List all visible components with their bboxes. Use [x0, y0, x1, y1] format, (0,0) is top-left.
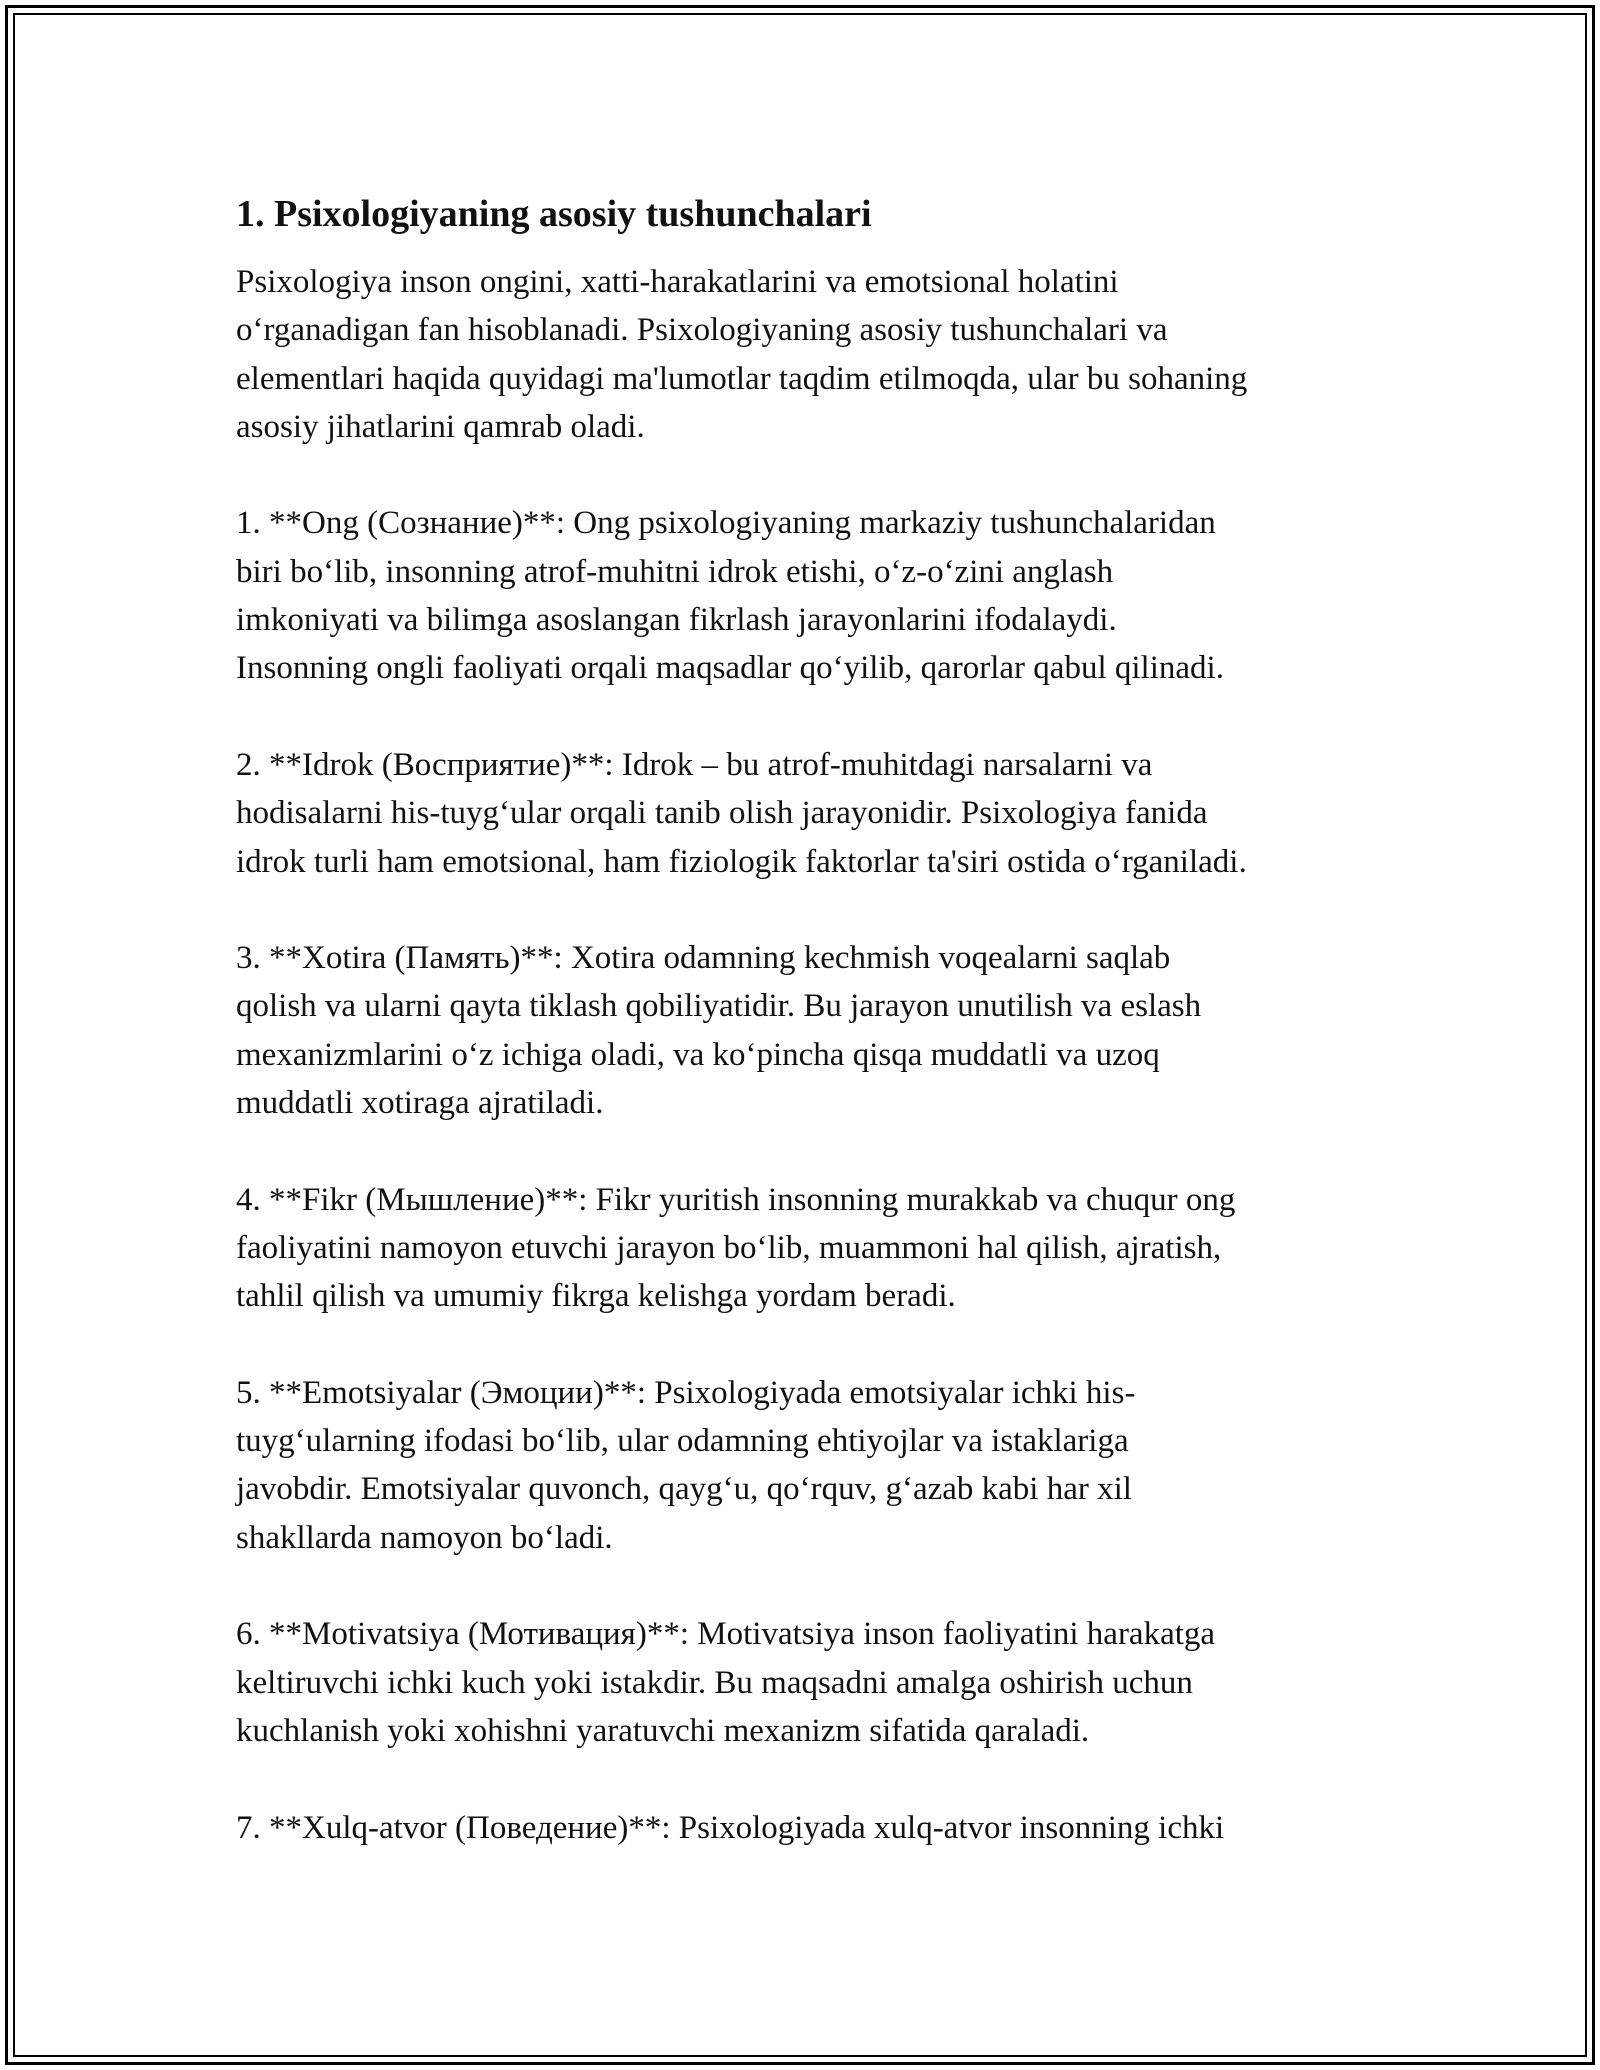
text-line: javobdir. Emotsiyalar quvonch, qaygʻu, qoʻrquv, gʻazab kabi har xil [236, 1471, 1132, 1508]
text-line: 1. **Ong (Сознание)**: Ong psixologiyaning markaziy tushunchalaridan [236, 505, 1216, 542]
text-line: idrok turli ham emotsional, ham fiziologik faktorlar ta'siri ostida oʻrganiladi. [236, 843, 1247, 880]
item-ong-paragraph [236, 499, 1366, 692]
item-emotsiyalar-paragraph [236, 1369, 1366, 1562]
page-title: 1. Psixologiyaning asosiy tushunchalari [236, 193, 872, 235]
text-line: shakllarda namoyon boʻladi. [236, 1519, 613, 1556]
text-line: muddatli xotiraga ajratiladi. [236, 1085, 604, 1122]
text-line: hodisalarni his-tuygʻular orqali tanib olish jarayonidir. Psixologiya fanida [236, 795, 1208, 832]
text-line: Psixologiya inson ongini, xatti-harakatlarini va emotsional holatini [236, 264, 1119, 300]
text-line: 2. **Idrok (Восприятие)**: Idrok – bu atrof-muhitdagi narsalarni va [236, 746, 1153, 783]
text-line: tuygʻularning ifodasi boʻlib, ular odamning ehtiyojlar va istaklariga [236, 1423, 1129, 1460]
document-body [236, 188, 1366, 1852]
item-xotira-paragraph [236, 934, 1366, 1127]
text-line: 4. **Fikr (Мышление)**: Fikr yuritish insonning murakkab va chuqur ong [236, 1181, 1236, 1218]
text-line: biri boʻlib, insonning atrof-muhitni idrok etishi, oʻz-oʻzini anglash [236, 553, 1114, 590]
item-motivatsiya-paragraph [236, 1610, 1366, 1755]
item-xulq-atvor-paragraph [236, 1804, 1366, 1852]
text-line: Insonning ongli faoliyati orqali maqsadlar qoʻyilib, qarorlar qabul qilinadi. [236, 650, 1224, 687]
text-line: imkoniyati va bilimga asoslangan fikrlash jarayonlarini ifodalaydi. [236, 602, 1117, 639]
intro-paragraph [236, 258, 1366, 451]
text-line: kuchlanish yoki xohishni yaratuvchi mexanizm sifatida qaraladi. [236, 1712, 1090, 1749]
text-line: oʻrganadigan fan hisoblanadi. Psixologiyaning asosiy tushunchalari va [236, 312, 1168, 349]
item-fikr-paragraph [236, 1176, 1366, 1321]
text-line: keltiruvchi ichki kuch yoki istakdir. Bu maqsadni amalga oshirish uchun [236, 1664, 1193, 1701]
text-line: 5. **Emotsiyalar (Эмоции)**: Psixologiyada emotsiyalar ichki his- [236, 1374, 1136, 1411]
text-line: faoliyatini namoyon etuvchi jarayon boʻlib, muammoni hal qilish, ajratish, [236, 1229, 1222, 1266]
text-line: 6. **Motivatsiya (Мотивация)**: Motivatsiya inson faoliyatini harakatga [236, 1616, 1216, 1653]
text-line: 3. **Xotira (Память)**: Xotira odamning kechmish voqealarni saqlab [236, 940, 1171, 977]
text-line: 7. **Xulq-atvor (Поведение)**: Psixologiyada xulq-atvor insonning ichki [236, 1809, 1225, 1846]
text-line: elementlari haqida quyidagi ma'lumotlar taqdim etilmoqda, ular bu sohaning [236, 360, 1248, 397]
item-idrok-paragraph [236, 741, 1366, 886]
text-line: mexanizmlarini oʻz ichiga oladi, va koʻpincha qisqa muddatli va uzoq [236, 1036, 1160, 1073]
text-line: qolish va ularni qayta tiklash qobiliyatidir. Bu jarayon unutilish va eslash [236, 988, 1202, 1025]
text-line: tahlil qilish va umumiy fikrga kelishga yordam beradi. [236, 1278, 956, 1315]
text-line: asosiy jihatlarini qamrab oladi. [236, 408, 645, 445]
